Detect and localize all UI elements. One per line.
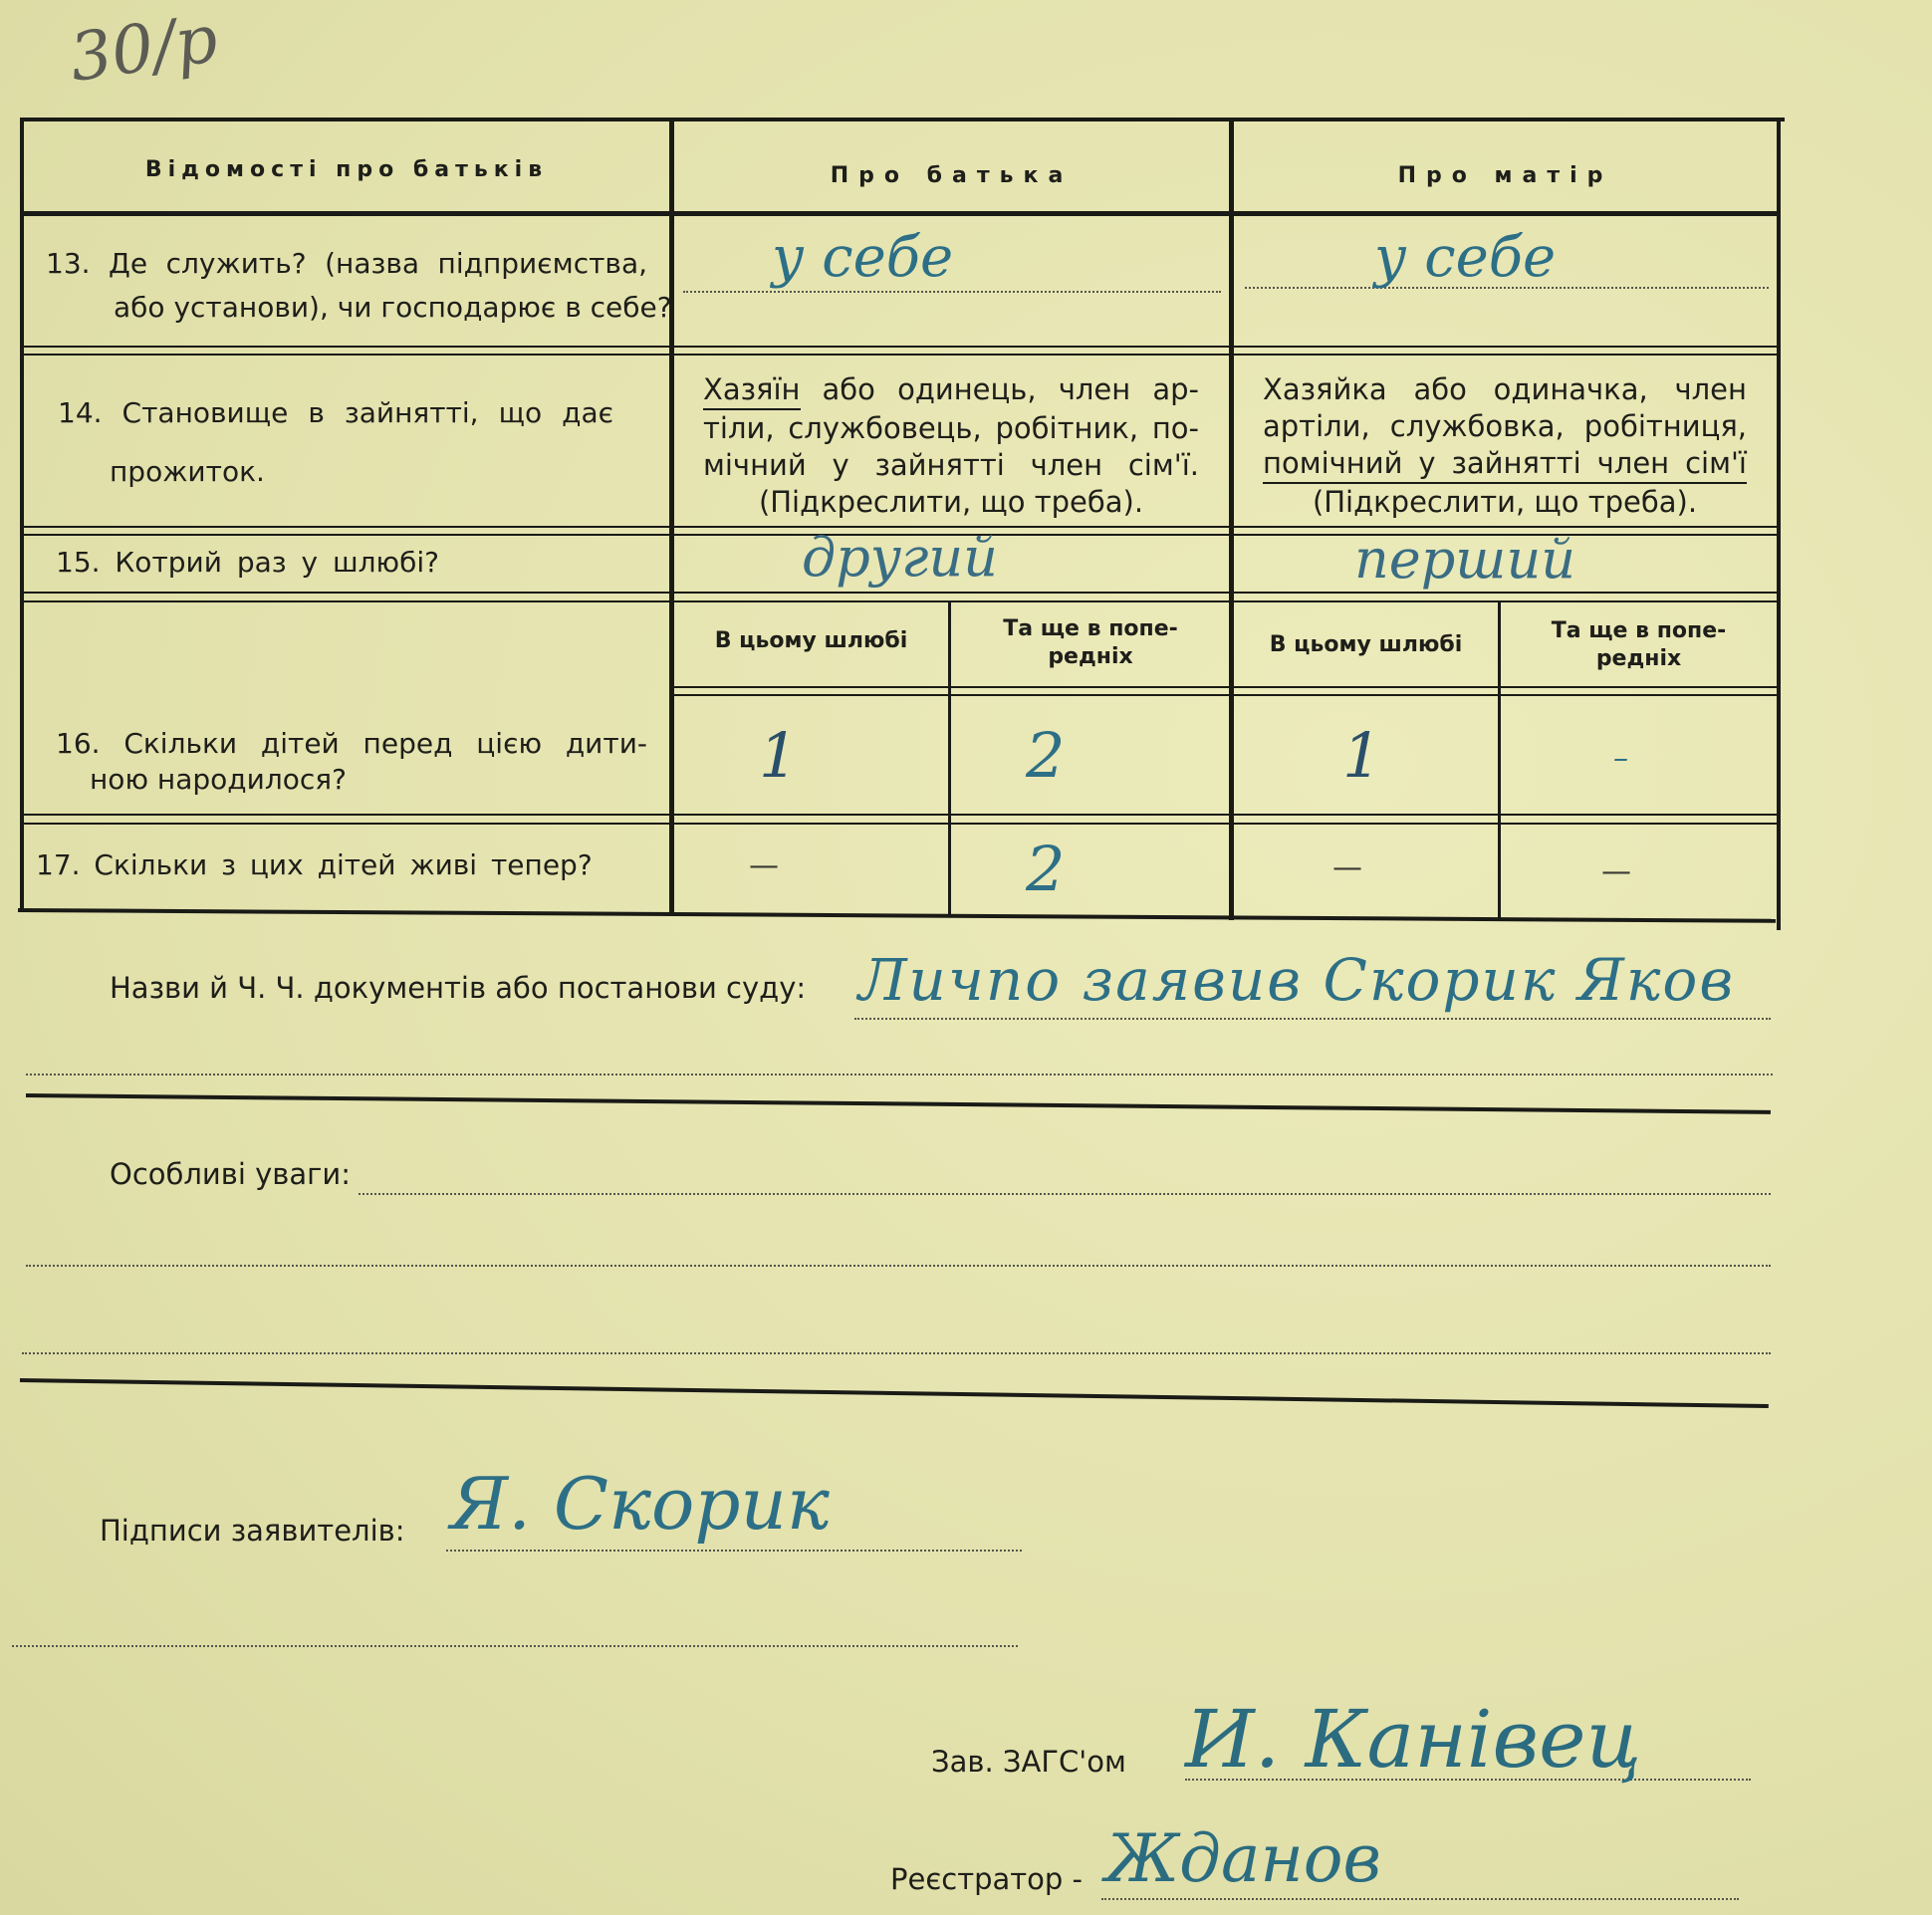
row15-mother-value: перший: [1354, 528, 1576, 591]
applicants-signature: Я. Скорик: [450, 1462, 830, 1546]
header-father: Про батька: [830, 163, 1074, 188]
remarks-line-3: [22, 1352, 1771, 1354]
head-zags-signature: И. Канівец: [1185, 1693, 1642, 1786]
row15-question: 15. Котрий раз у шлюбі?: [56, 546, 440, 579]
row13-mother-value: у себе: [1374, 225, 1557, 290]
row17-question: 17. Скільки з цих дітей живі тепер?: [36, 848, 593, 881]
table-rule-15: [24, 592, 1777, 594]
row14-question-line1: 14. Становище в зайнятті, що дає: [58, 396, 613, 429]
header-parents-info: Відомості про батьків: [144, 157, 549, 182]
row17-father-prev: 2: [1026, 833, 1066, 905]
table-rule-16: [24, 814, 1777, 816]
mother-underlined-option: помічний у зайнятті член сім'ї: [1263, 445, 1747, 484]
row13-question-line1: 13. Де служить? (назва підприємства,: [46, 247, 647, 280]
row16-mother-prev: –: [1613, 741, 1628, 776]
row16-mother-this: 1: [1342, 719, 1382, 792]
row16-question-line2: ною народилося?: [90, 763, 347, 796]
margin-note: 30/р: [65, 0, 223, 97]
remarks-label: Особливі уваги:: [110, 1157, 352, 1191]
row13-father-value: у себе: [772, 225, 954, 290]
row14-question-line2: прожиток.: [110, 455, 265, 488]
registrar-label: Реєстратор -: [890, 1862, 1083, 1896]
row13-question-line2: або установи), чи господарює в себе?: [114, 291, 672, 324]
father-sub-previous: Та ще в попе- редніх: [1003, 616, 1178, 669]
divider-remarks: [20, 1378, 1769, 1408]
table-rule-13: [24, 346, 1777, 348]
row14-mother-options: Хазяйка або одиначка, член артіли, службовка, робітниця, помічний у зайнятті член сім'ї (Підкреслити, що треба).: [1263, 372, 1747, 519]
row14-father-options: Хазяїн або одинець, член ар- тіли, службовець, робітник, по- мічний у зайнятті член сім'ї. (Підкреслити, що треба).: [703, 372, 1199, 519]
table-divider-col2: [1229, 118, 1234, 920]
row17-father-this: —: [749, 848, 779, 883]
remarks-line-2: [26, 1265, 1771, 1267]
table-border-top: [20, 118, 1785, 121]
row16-father-prev: 2: [1026, 719, 1066, 792]
documents-value: Личпо заявив Скорик Яков: [858, 946, 1736, 1014]
table-border-bottom: [18, 908, 1776, 923]
documents-label: Назви й Ч. Ч. документів або постанови суду:: [110, 971, 807, 1005]
registrar-signature: Жданов: [1105, 1820, 1381, 1897]
row17-mother-prev: —: [1601, 854, 1631, 889]
father-underlined-option: Хазяїн: [703, 371, 801, 410]
head-zags-label: Зав. ЗАГС'ом: [931, 1745, 1126, 1779]
row16-father-this: 1: [759, 719, 799, 792]
father-sub-this-marriage: В цьому шлюбі: [714, 628, 908, 653]
table-divider-col1: [669, 118, 674, 912]
row17-mother-this: —: [1332, 850, 1362, 885]
header-mother: Про матір: [1397, 163, 1613, 188]
applicants-signature-label: Підписи заявителів:: [100, 1514, 405, 1548]
row16-question-line1: 16. Скільки дітей перед цією дити-: [56, 727, 647, 760]
mother-sub-previous: Та ще в попе- редніх: [1551, 618, 1727, 671]
table-rule-sub: [674, 686, 1777, 688]
table-border-left: [20, 118, 24, 912]
mother-sub-this-marriage: В цьому шлюбі: [1269, 632, 1463, 657]
table-rule-header: [24, 211, 1777, 216]
table-border-right: [1777, 118, 1781, 930]
row15-father-value: другий: [802, 526, 998, 589]
remarks-line-1: [359, 1193, 1771, 1195]
divider-documents: [26, 1093, 1771, 1114]
